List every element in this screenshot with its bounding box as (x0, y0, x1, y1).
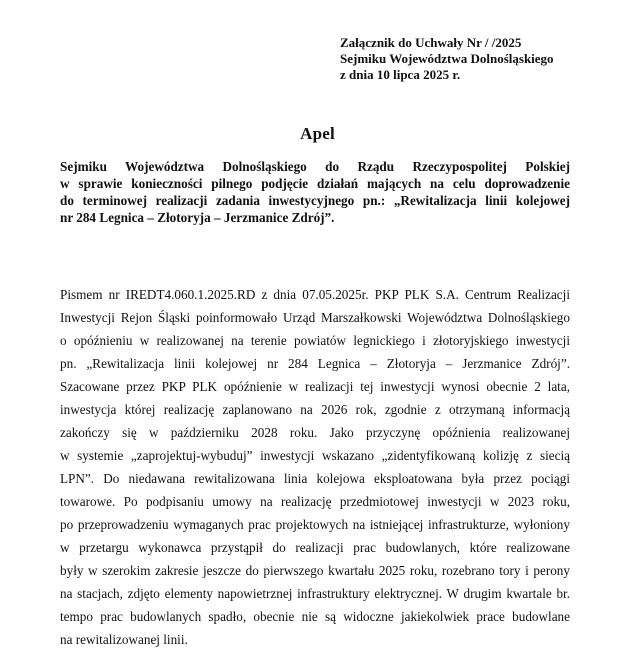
subtitle-line: do terminowej realizacji zadania inwestycyjnego pn.: „Rewitalizacja linii kolejowej (60, 193, 570, 208)
annex-header (340, 35, 630, 83)
body-line: Szacowane przez PKP PLK opóźnienie w realizacji tej inwestycji wynosi obecnie 2 lata, (60, 379, 570, 394)
body-line: pn. „Rewitalizacja linii kolejowej nr 284 Legnica – Złotoryja – Jerzmanice Zdrój”. (60, 356, 570, 371)
body-line: inwestycja której realizację zaplanowano na 2026 rok, zgodnie z otrzymaną informacją (60, 402, 570, 417)
body-line: zakończy się w październiku 2028 roku. Jako przyczynę opóźnienia realizowanej (60, 425, 570, 440)
subtitle-line: nr 284 Legnica – Złotoryja – Jerzmanice Zdrój”. (60, 210, 335, 225)
annex-line-date: z dnia 10 lipca 2025 r. (340, 67, 461, 82)
body-line: w systemie „zaprojektuj-wybuduj” inwestycji wskazano „zidentyfikowaną kolizję z siecią (60, 448, 570, 463)
body-paragraph (60, 283, 570, 651)
body-line: Pismem nr IREDT4.060.1.2025.RD z dnia 07.05.2025r. PKP PLK S.A. Centrum Realizacji (60, 287, 570, 302)
subtitle-line: Sejmiku Województwa Dolnośląskiego do Rządu Rzeczypospolitej Polskiej (60, 159, 570, 174)
body-line: były w szerokim zakresie jeszcze do pierwszego kwartału 2025 roku, rozebrano tory i perony (60, 563, 570, 578)
body-line: na stacjach, zdjęto elementy napowietrznej infrastruktury elektrycznej. W drugim kwartale br. (60, 586, 570, 601)
body-line: w przetargu wykonawca przystąpił do realizacji prac budowlanych, które realizowane (60, 540, 570, 555)
body-line: o opóźnieniu w realizowanej na terenie powiatów legnickiego i złotoryjskiego inwestycji (60, 333, 570, 348)
document-subtitle (60, 158, 570, 226)
document-title: Apel (300, 124, 335, 143)
subtitle-line: w sprawie konieczności pilnego podjęcie działań mających na celu doprowadzenie (60, 176, 570, 191)
body-line: towarowe. Po podpisaniu umowy na realizację przedmiotowej inwestycji w 2023 roku, (60, 494, 570, 509)
body-line: LPN”. Do niedawana rewitalizowana linia kolejowa eksploatowana była przez pociągi (60, 471, 570, 486)
body-line: tempo prac budowlanych spadło, obecnie nie są widoczne jakiekolwiek prace budowlane (60, 609, 570, 624)
annex-line-assembly: Sejmiku Województwa Dolnośląskiego (340, 51, 554, 66)
body-line: po przeprowadzeniu wymaganych prac projektowych na istniejącej infrastrukturze, wyłoniony (60, 517, 570, 532)
body-line: na rewitalizowanej linii. (60, 632, 188, 647)
annex-line-resolution: Załącznik do Uchwały Nr / /2025 (340, 35, 522, 50)
body-line: Inwestycji Rejon Śląski poinformowało Urząd Marszałkowski Województwa Dolnośląskiego (60, 310, 570, 325)
